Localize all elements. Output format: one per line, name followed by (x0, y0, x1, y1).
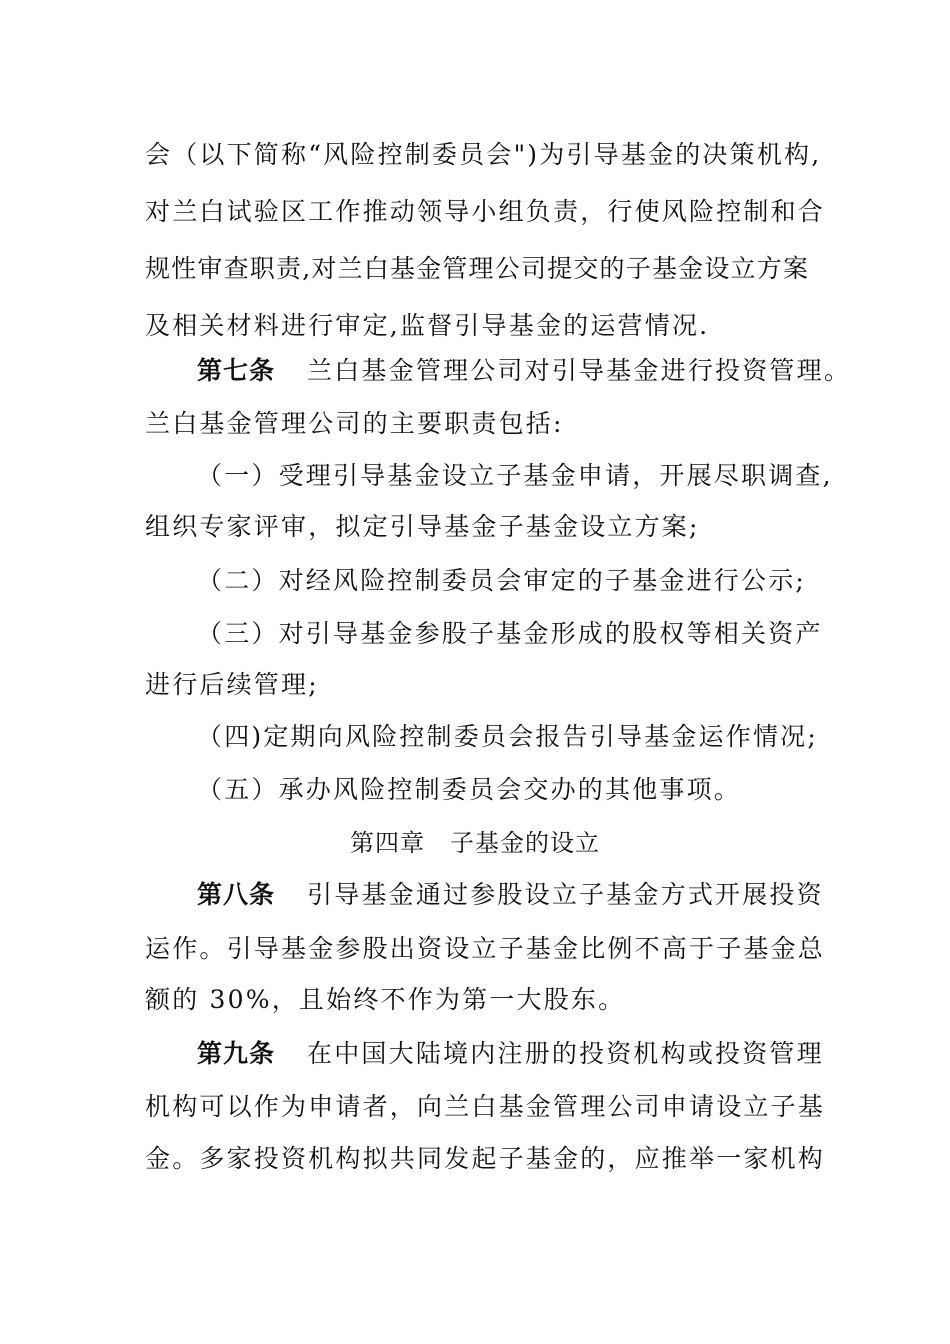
article-9-first-line (197, 1037, 824, 1071)
article-7-label: 第七条 (197, 356, 276, 385)
chapter-heading: 第四章 子基金的设立 (350, 829, 600, 857)
article-7-first-line (197, 354, 851, 388)
article-8-first-line (197, 878, 824, 912)
article-8-label: 第八条 (197, 880, 276, 909)
article-7-second-line: 兰白基金管理公司的主要职责包括: (145, 409, 564, 438)
article-9-line: 金。多家投资机构拟共同发起子基金的，应推举一家机构 (145, 1144, 826, 1173)
article-7-item-2: （二）对经风险控制委员会审定的子基金进行公示; (197, 566, 807, 595)
article-7-item-1-line-1: （一）受理引导基金设立子基金申请，开展尽职调查, (197, 461, 833, 490)
article-8-line: 运作。引导基金参股出资设立子基金比例不高于子基金总 (145, 934, 826, 963)
article-7-item-3-line-2: 进行后续管理; (145, 670, 319, 699)
article-8-line: 额的 30%，且始终不作为第一大股东。 (145, 985, 626, 1014)
paragraph-line: 及相关材料进行审定,监督引导基金的运营情况. (145, 311, 710, 340)
article-9-text: 在中国大陆境内注册的投资机构或投资管理 (307, 1039, 824, 1068)
article-7-text: 兰白基金管理公司对引导基金进行投资管理。 (307, 356, 852, 385)
article-7-item-3-line-1: （三）对引导基金参股子基金形成的股权等相关资产 (197, 619, 823, 648)
article-8-text: 引导基金通过参股设立子基金方式开展投资 (307, 880, 824, 909)
article-7-item-5: （五）承办风险控制委员会交办的其他事项。 (197, 775, 742, 804)
paragraph-line: 规性审查职责,对兰白基金管理公司提交的子基金设立方案 (145, 254, 810, 283)
paragraph-line: 会（以下简称“风险控制委员会")为引导基金的决策机构, (145, 140, 822, 169)
article-9-label: 第九条 (197, 1039, 276, 1068)
article-7-item-1-line-2: 组织专家评审，拟定引导基金子基金设立方案; (145, 512, 700, 541)
article-7-item-4: （四)定期向风险控制委员会报告引导基金运作情况; (197, 722, 818, 751)
article-9-line: 机构可以作为申请者，向兰白基金管理公司申请设立子基 (145, 1092, 826, 1121)
paragraph-line: 对兰白试验区工作推动领导小组负责，行使风险控制和合 (145, 197, 826, 226)
